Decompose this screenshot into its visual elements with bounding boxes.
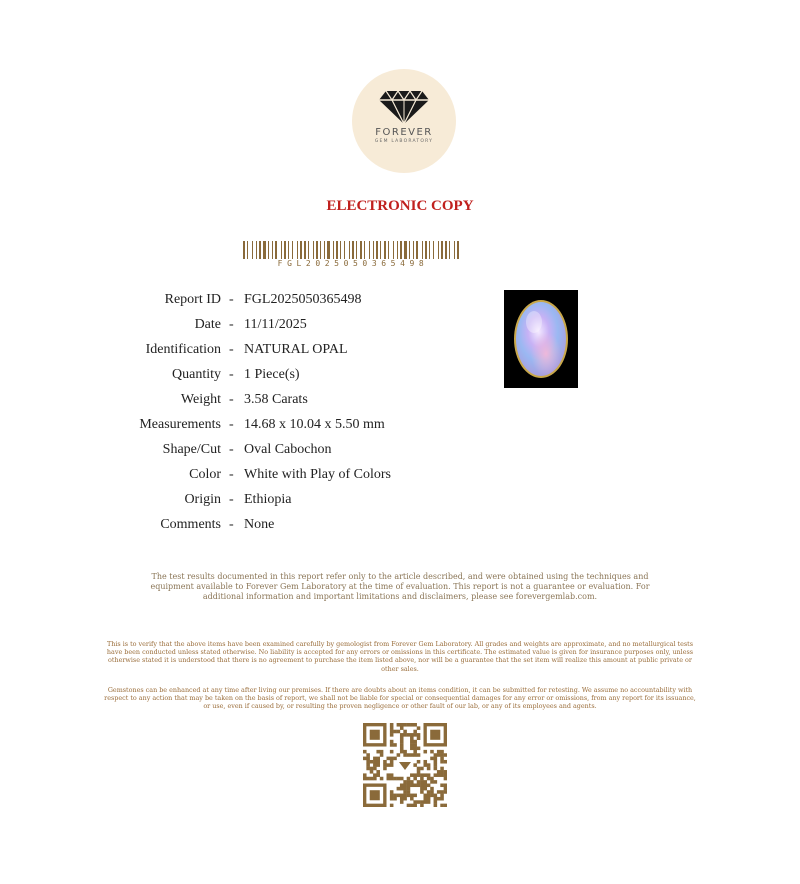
detail-separator: - <box>229 392 234 407</box>
detail-separator: - <box>229 517 234 532</box>
detail-label: Quantity <box>172 367 221 382</box>
detail-separator: - <box>229 317 234 332</box>
detail-value: Oval Cabochon <box>244 442 332 457</box>
barcode-number: FGL2025050365498 <box>277 259 429 268</box>
detail-value: 1 Piece(s) <box>244 367 300 382</box>
detail-separator: - <box>229 342 234 357</box>
detail-value: NATURAL OPAL <box>244 342 348 357</box>
detail-value: Ethiopia <box>244 492 292 507</box>
report-disclaimer: The test results documented in this report refer only to the article described, and were obtained using the techniques and equipment available to Forever Gem Laboratory at the time of evaluation. This report is not a guarantee or evaluation. For additional information and important limitations and disclaimers, please see forevergemlab.com. <box>150 572 650 601</box>
detail-separator: - <box>229 367 234 382</box>
detail-separator: - <box>229 467 234 482</box>
detail-value: White with Play of Colors <box>244 467 391 482</box>
detail-label: Date <box>194 317 221 332</box>
diamond-icon <box>378 89 430 125</box>
detail-separator: - <box>229 442 234 457</box>
detail-label: Identification <box>145 342 221 357</box>
barcode <box>243 241 463 259</box>
detail-separator: - <box>229 492 234 507</box>
gem-photo <box>504 290 578 388</box>
detail-separator: - <box>229 292 234 307</box>
logo-name: FOREVER <box>375 127 433 138</box>
qr-code[interactable] <box>363 723 447 807</box>
detail-label: Report ID <box>164 292 221 307</box>
detail-value: FGL2025050365498 <box>244 292 362 307</box>
detail-value: 11/11/2025 <box>244 317 307 332</box>
electronic-copy-banner: ELECTRONIC COPY <box>326 198 474 214</box>
detail-label: Shape/Cut <box>162 442 221 457</box>
liability-statement: Gemstones can be enhanced at any time after living our premises. If there are doubts about an items condition, it can be submitted for retesting. We assume no accountability with respect to any action that may be taken on the basis of report, we shall not be liable for special or consequential damages for any error or omissions, from any report for its issuance, or use, even if caused by, or resulting the proven negligence or other fault of our lab, or any of its employees and agents. <box>104 686 696 711</box>
detail-value: 3.58 Carats <box>244 392 308 407</box>
detail-separator: - <box>229 417 234 432</box>
detail-label: Measurements <box>139 417 221 432</box>
detail-value: None <box>244 517 275 532</box>
detail-label: Comments <box>160 517 221 532</box>
detail-value: 14.68 x 10.04 x 5.50 mm <box>244 417 385 432</box>
lab-logo <box>352 69 456 173</box>
detail-label: Color <box>189 467 221 482</box>
logo-subtitle: GEM LABORATORY <box>374 139 434 144</box>
verification-statement: This is to verify that the above items have been examined carefully by gemologist from Forever Gem Laboratory. All grades and weights are approximate, and no metallurgical tests have been conducted unless stated otherwise. No liability is accepted for any errors or omissions in this certificate. The estimated value is given for insurance purposes only, unless otherwise stated it is understood that there is no agreement to purchase the item listed above, nor will be a guarantee that the set item will realize this amount at public private or other sales. <box>106 640 694 673</box>
detail-label: Weight <box>180 392 221 407</box>
detail-label: Origin <box>184 492 221 507</box>
